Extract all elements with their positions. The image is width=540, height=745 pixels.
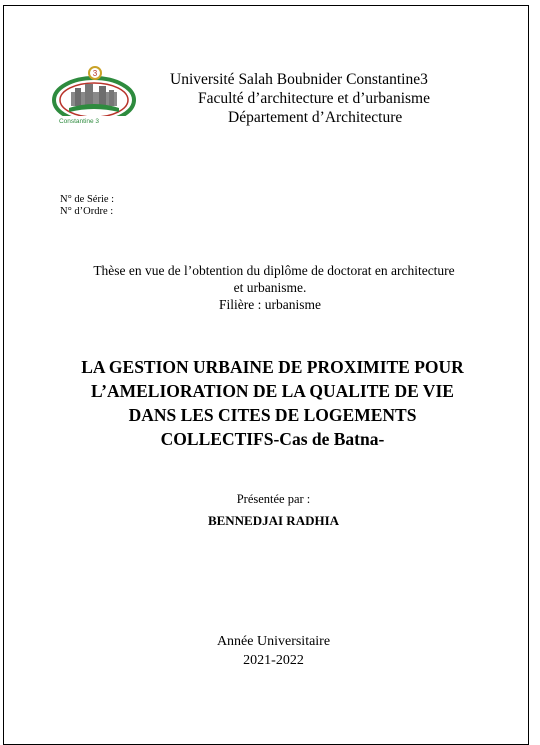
serie-number-label: N° de Série :: [60, 194, 115, 205]
thesis-line-1: Thèse en vue de l’obtention du diplôme de doctorat en architecture: [93, 263, 455, 278]
academic-year: [0, 632, 540, 670]
title-line-4: COLLECTIFS-Cas de Batna-: [160, 429, 385, 449]
ordre-number-label: N° d’Ordre :: [60, 206, 114, 217]
university-logo: [49, 64, 139, 126]
title-line-2: L’AMELIORATION DE LA QUALITE DE VIE: [91, 381, 454, 401]
thesis-purpose: [0, 262, 540, 313]
author-name: BENNEDJAI RADHIA: [207, 513, 340, 528]
academic-year-label: Année Universitaire: [216, 634, 331, 649]
title-line-1: LA GESTION URBAINE DE PROXIMITE POUR: [81, 357, 464, 377]
thesis-line-3: Filière : urbanisme: [219, 297, 321, 312]
thesis-line-2: et urbanisme.: [233, 280, 307, 295]
svg-text:3: 3: [92, 69, 98, 78]
logo-text: Constantine 3: [58, 118, 100, 125]
presented-by-label: Présentée par :: [236, 492, 311, 506]
thesis-title: [40, 355, 505, 451]
academic-year-value: 2021-2022: [243, 653, 304, 668]
department-name: Département d’Architecture: [228, 109, 403, 126]
university-name: Université Salah Boubnider Constantine3: [170, 71, 428, 88]
title-line-3: DANS LES CITES DE LOGEMENTS: [128, 405, 417, 425]
faculty-name: Faculté d’architecture et d’urbanisme: [198, 90, 430, 107]
institution-header: [140, 70, 480, 127]
reference-numbers: [60, 194, 114, 218]
